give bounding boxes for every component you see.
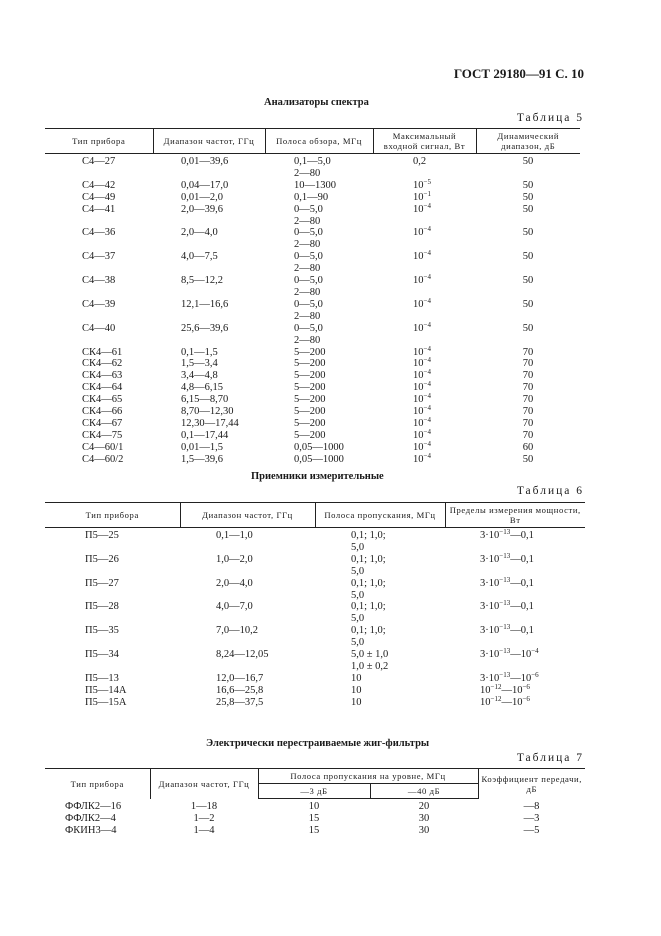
- table5-cell: $10^{-4}$: [413, 380, 431, 394]
- table5-cell: СК4—67: [82, 417, 123, 429]
- table6-body: [45, 528, 585, 709]
- table5-row: [45, 430, 580, 442]
- table5-cell: $10^{-5}$: [413, 177, 431, 191]
- table6-cell: 5,0 ± 1,0: [351, 649, 389, 661]
- table5-cell: 0,01—39,6: [181, 156, 229, 167]
- table6-cell: П5—13: [85, 672, 119, 684]
- table6-cell: [445, 661, 585, 673]
- table5-cell: 5—200: [294, 417, 326, 429]
- table5-cell: 0—5,0: [294, 203, 323, 215]
- table5-cell: СК4—66: [82, 406, 123, 418]
- t6-h-limits: Пределы измерения мощности, Вт: [445, 503, 585, 528]
- table5-cell: 0,01—2,0: [181, 191, 223, 203]
- table6-title: Приемники измерительные: [251, 471, 384, 482]
- table5-cell: 2—80: [294, 310, 321, 322]
- table5-cell: 2,0—4,0: [181, 227, 218, 239]
- table5-cell: $10^{-4}$: [413, 439, 431, 453]
- table7-cell: —3: [523, 813, 540, 824]
- table6-cell: $3\cdot 10^{-13}—0,1$: [480, 623, 534, 637]
- table7-cell: —5: [523, 825, 540, 836]
- table6-cell: $10^{-12}—10^{-6}$: [480, 682, 530, 696]
- table6-cell: [445, 566, 585, 578]
- table6-cell: [45, 590, 180, 602]
- table6-row: [45, 554, 585, 566]
- table6-cell: 5,0: [351, 589, 365, 601]
- table5-row: [45, 358, 580, 370]
- table5-cell: СК4—61: [82, 346, 123, 358]
- table6-cell: 10: [351, 696, 362, 708]
- table5-cell: 70: [522, 358, 534, 370]
- table5-cell: [476, 168, 580, 180]
- table5-cell: 6,15—8,70: [181, 394, 229, 406]
- table6-cell: $3\cdot 10^{-13}—0,1$: [480, 599, 534, 613]
- t6-h-range: Диапазон частот, ГГц: [180, 503, 315, 528]
- table5-cell: $10^{-4}$: [413, 320, 431, 334]
- table6-cell: 0,1; 1,0;: [351, 625, 386, 637]
- table5-row: [45, 454, 580, 466]
- table6-cell: [180, 613, 315, 625]
- table5-cell: 2,0—39,6: [181, 203, 223, 215]
- table5-cell: 5—200: [294, 370, 326, 382]
- table5-row: [45, 347, 580, 359]
- table5-row: [45, 323, 580, 335]
- table7-cell: ФКИН3—4: [65, 825, 117, 836]
- table5-cell: 50: [522, 251, 534, 263]
- table6-cell: [45, 661, 180, 673]
- table5-cell: СК4—65: [82, 394, 123, 406]
- table7-row: [45, 799, 585, 814]
- t7-h-coef: Коэффициент передачи, дБ: [478, 769, 585, 799]
- table7-cell: 30: [418, 825, 430, 836]
- table5-cell: 50: [522, 275, 534, 287]
- table5-cell: 2—80: [294, 263, 321, 275]
- table5-cell: 70: [522, 406, 534, 418]
- table5-cell: С4—40: [82, 322, 116, 334]
- table5-cell: $10^{-4}$: [413, 273, 431, 287]
- table5-cell: 0—5,0: [294, 251, 323, 263]
- table6-cell: [180, 637, 315, 649]
- table6-cell: [445, 637, 585, 649]
- t5-h-range: Диапазон частот, ГГц: [153, 129, 265, 154]
- table5-cell: 0,04—17,0: [181, 179, 229, 191]
- table5-cell: 0—5,0: [294, 298, 323, 310]
- table6-row: [45, 625, 585, 637]
- table5-cell: 0—5,0: [294, 275, 323, 287]
- table5-cell: 2—80: [294, 167, 321, 179]
- table6-cell: $3\cdot 10^{-13}—10^{-6}$: [480, 670, 539, 684]
- table5-cell: [476, 287, 580, 299]
- table5-cell: [45, 168, 153, 180]
- table6-cell: П5—26: [85, 553, 119, 565]
- table6-row: [45, 697, 585, 709]
- table6-cell: 16,6—25,8: [216, 684, 264, 696]
- table5-cell: 1,5—39,6: [181, 453, 223, 465]
- table5-cell: 50: [522, 203, 534, 215]
- table5-cell: $10^{-4}$: [413, 225, 431, 239]
- table6-cell: 5,0: [351, 637, 365, 649]
- table5-cell: 0—5,0: [294, 227, 323, 239]
- table5-cell: СК4—64: [82, 382, 123, 394]
- table5-cell: $10^{-1}$: [413, 189, 431, 203]
- table5-cell: 70: [522, 370, 534, 382]
- table5-row: [45, 216, 580, 228]
- t7-h-range: Диапазон частот, ГГц: [150, 769, 258, 799]
- table5-cell: 2—80: [294, 286, 321, 298]
- table6-cell: [180, 661, 315, 673]
- table6-cell: [180, 542, 315, 554]
- table6-cell: 0,1; 1,0;: [351, 553, 386, 565]
- table6-cell: $3\cdot 10^{-13}—0,1$: [480, 551, 534, 565]
- table6-cell: 1,0 ± 0,2: [351, 660, 389, 672]
- table5-cell: [153, 287, 265, 299]
- table5-cell: [153, 335, 265, 347]
- table7-cell: 10: [308, 801, 320, 812]
- table5-cell: [153, 216, 265, 228]
- table5-cell: 8,70—12,30: [181, 406, 234, 418]
- table6-cell: П5—25: [85, 530, 119, 541]
- table6-cell: [445, 613, 585, 625]
- table5-cell: 5—200: [294, 394, 326, 406]
- table5-cell: [45, 263, 153, 275]
- table6-cell: 7,0—10,2: [216, 625, 258, 637]
- t6-h-type: Тип прибора: [45, 503, 180, 528]
- table5-cell: [153, 239, 265, 251]
- table6-cell: П5—14А: [85, 684, 127, 696]
- table6-cell: 0,1; 1,0;: [351, 530, 386, 541]
- table6-row: [45, 685, 585, 697]
- table5-cell: 0,05—1000: [294, 441, 344, 453]
- table7-cell: 15: [308, 813, 320, 824]
- table5-cell: 0,1—90: [294, 191, 329, 203]
- table6-cell: 5,0: [351, 565, 365, 577]
- table5-row: [45, 204, 580, 216]
- table5-row: [45, 442, 580, 454]
- table5-cell: 0,01—1,5: [181, 441, 223, 453]
- table6-cell: [45, 637, 180, 649]
- table5-cell: 0,1—1,5: [181, 346, 218, 358]
- table5: [45, 128, 580, 466]
- table6-cell: $3\cdot 10^{-13}—0,1$: [480, 575, 534, 589]
- table5-label: Таблица 5: [516, 112, 584, 124]
- table5-cell: 2—80: [294, 334, 321, 346]
- table7: [45, 768, 585, 837]
- table7-row: [45, 813, 585, 825]
- table5-cell: 50: [522, 227, 534, 239]
- table7-cell: ФФЛК2—4: [65, 813, 116, 824]
- table5-cell: 50: [522, 156, 534, 167]
- table6-cell: 4,0—7,0: [216, 601, 253, 613]
- table5-cell: 0,2: [413, 156, 427, 167]
- table5-row: [45, 418, 580, 430]
- table7-cell: 1—4: [193, 825, 215, 836]
- table6-row: [45, 649, 585, 661]
- table5-row: [45, 263, 580, 275]
- table5-cell: 25,6—39,6: [181, 322, 229, 334]
- table5-row: [45, 239, 580, 251]
- table6-cell: [45, 542, 180, 554]
- table5-row: [45, 192, 580, 204]
- table5-title: Анализаторы спектра: [264, 97, 369, 108]
- table6-row: [45, 578, 585, 590]
- table5-cell: С4—60/2: [82, 453, 124, 465]
- table5-cell: 70: [522, 429, 534, 441]
- t5-h-span: Полоса обзора, МГц: [265, 129, 373, 154]
- table5-cell: $10^{-4}$: [413, 427, 431, 441]
- table5-cell: С4—49: [82, 191, 116, 203]
- table7-label: Таблица 7: [516, 752, 584, 764]
- table5-cell: [476, 216, 580, 228]
- table5-row: [45, 406, 580, 418]
- table6-cell: П5—35: [85, 625, 119, 637]
- table5-cell: 5—200: [294, 382, 326, 394]
- table5-cell: 70: [522, 394, 534, 406]
- table6-cell: 0,1; 1,0;: [351, 601, 386, 613]
- table5-cell: 5—200: [294, 429, 326, 441]
- table5-cell: 50: [522, 191, 534, 203]
- table5-cell: 50: [522, 322, 534, 334]
- table5-body: [45, 154, 580, 466]
- table6-cell: 25,8—37,5: [216, 696, 264, 708]
- table5-cell: 2—80: [294, 239, 321, 251]
- table6-cell: 0,1—1,0: [216, 530, 253, 541]
- table5-cell: [45, 335, 153, 347]
- table5-cell: $10^{-4}$: [413, 451, 431, 465]
- table6-cell: 0,1; 1,0;: [351, 577, 386, 589]
- table5-cell: $10^{-4}$: [413, 296, 431, 310]
- table5-cell: $10^{-4}$: [413, 249, 431, 263]
- table5-cell: [476, 239, 580, 251]
- t5-h-dyn: Динамический диапазон, дБ: [476, 129, 580, 154]
- table6-row: [45, 601, 585, 613]
- t7-h-type: Тип прибора: [45, 769, 150, 799]
- table5-cell: 12,1—16,6: [181, 298, 229, 310]
- table6-cell: П5—15А: [85, 696, 127, 708]
- table6-cell: 5,0: [351, 613, 365, 625]
- table6-cell: 12,0—16,7: [216, 672, 264, 684]
- table7-title: Электрически перестраиваемые жиг-фильтры: [206, 738, 430, 749]
- table5-row: [45, 311, 580, 323]
- table5-cell: $10^{-4}$: [413, 356, 431, 370]
- table6-cell: [180, 566, 315, 578]
- table7-cell: 1—18: [190, 800, 218, 812]
- table5-row: [45, 251, 580, 263]
- table5-row: [45, 154, 580, 168]
- table7-row: [45, 825, 585, 837]
- table5-cell: С4—27: [82, 156, 116, 167]
- table5-cell: [476, 311, 580, 323]
- table5-cell: [45, 311, 153, 323]
- table6-row: [45, 528, 585, 542]
- table5-cell: [153, 311, 265, 323]
- table5-cell: 4,8—6,15: [181, 382, 223, 394]
- table7-cell: 20: [418, 801, 430, 812]
- table7-body: [45, 799, 585, 838]
- table5-cell: С4—37: [82, 251, 116, 263]
- table5-cell: С4—36: [82, 227, 116, 239]
- table5-cell: 0,05—1000: [294, 453, 344, 465]
- table5-cell: СК4—63: [82, 370, 123, 382]
- table6-cell: П5—28: [85, 601, 119, 613]
- table6-cell: П5—34: [85, 649, 119, 661]
- table5-cell: [45, 216, 153, 228]
- table6-row: [45, 673, 585, 685]
- table5-cell: С4—39: [82, 298, 116, 310]
- table5-cell: СК4—75: [82, 429, 123, 441]
- t6-h-band: Полоса пропускания, МГц: [315, 503, 445, 528]
- table5-cell: 0,1—5,0: [294, 156, 331, 167]
- table5-row: [45, 299, 580, 311]
- table5-row: [45, 370, 580, 382]
- table6-cell: [445, 542, 585, 554]
- table6-cell: 2,0—4,0: [216, 577, 253, 589]
- table5-cell: $10^{-4}$: [413, 201, 431, 215]
- table5-row: [45, 168, 580, 180]
- table5-cell: [476, 263, 580, 275]
- table6-cell: $3\cdot 10^{-13}—0,1$: [480, 528, 534, 541]
- table5-cell: [153, 263, 265, 275]
- table6-cell: П5—27: [85, 577, 119, 589]
- table6-cell: 10: [351, 684, 362, 696]
- table5-cell: С4—60/1: [82, 441, 124, 453]
- table5-row: [45, 227, 580, 239]
- page-header: ГОСТ 29180—91 С. 10: [453, 66, 584, 81]
- table5-cell: 70: [522, 346, 534, 358]
- table5-cell: $10^{-4}$: [413, 404, 431, 418]
- table5-cell: 50: [522, 453, 534, 465]
- table5-cell: 3,4—4,8: [181, 370, 218, 382]
- t7-h-40db: —40 дБ: [370, 784, 478, 799]
- table5-cell: 5—200: [294, 358, 326, 370]
- table5-cell: СК4—62: [82, 358, 123, 370]
- table5-cell: $10^{-4}$: [413, 344, 431, 358]
- table5-cell: $10^{-4}$: [413, 392, 431, 406]
- table5-cell: 8,5—12,2: [181, 275, 223, 287]
- table5-cell: 50: [522, 298, 534, 310]
- t5-h-max: Максимальный входной сигнал, Вт: [373, 129, 476, 154]
- table5-cell: 4,0—7,5: [181, 251, 218, 263]
- table7-cell: ФФЛК2—16: [65, 800, 122, 812]
- table5-cell: $10^{-4}$: [413, 415, 431, 429]
- table6-cell: $3\cdot 10^{-13}—10^{-4}$: [480, 647, 539, 661]
- table5-cell: [45, 239, 153, 251]
- table5-cell: $10^{-4}$: [413, 368, 431, 382]
- table5-cell: 70: [522, 382, 534, 394]
- table5-cell: 5—200: [294, 346, 326, 358]
- table5-cell: 70: [522, 417, 534, 429]
- table5-cell: 0,1—17,44: [181, 429, 229, 441]
- table7-cell: 15: [308, 825, 320, 836]
- table5-cell: 10—1300: [294, 179, 336, 191]
- table6-cell: 1,0—2,0: [216, 553, 253, 565]
- table5-cell: [476, 335, 580, 347]
- table6-cell: [180, 590, 315, 602]
- table6-cell: [45, 566, 180, 578]
- table7-cell: 1—2: [193, 813, 215, 824]
- table6-cell: [45, 613, 180, 625]
- table5-row: [45, 394, 580, 406]
- table5-cell: С4—38: [82, 275, 116, 287]
- table5-cell: 50: [522, 179, 534, 191]
- table5-cell: 5—200: [294, 406, 326, 418]
- table6-cell: [445, 590, 585, 602]
- t7-h-band: Полоса пропускания на уровне, МГц: [258, 769, 478, 784]
- table5-row: [45, 275, 580, 287]
- table6-cell: 8,24—12,05: [216, 649, 269, 661]
- t5-h-type: Тип прибора: [45, 129, 153, 154]
- t7-h-3db: —3 дБ: [258, 784, 370, 799]
- table6-cell: 5,0: [351, 541, 365, 553]
- table5-cell: 1,5—3,4: [181, 358, 218, 370]
- table5-row: [45, 382, 580, 394]
- table6-label: Таблица 6: [516, 485, 584, 497]
- table5-cell: [153, 168, 265, 180]
- table5-cell: 0—5,0: [294, 322, 323, 334]
- table5-cell: С4—41: [82, 203, 116, 215]
- table6-cell: $10^{-12}—10^{-6}$: [480, 694, 530, 708]
- table5-cell: 2—80: [294, 215, 321, 227]
- table5-cell: 60: [522, 441, 534, 453]
- table5-row: [45, 180, 580, 192]
- table6: [45, 502, 585, 709]
- table6-cell: 10: [351, 672, 362, 684]
- table7-cell: 30: [418, 813, 430, 824]
- table5-cell: С4—42: [82, 179, 116, 191]
- table5-cell: 12,30—17,44: [181, 417, 239, 429]
- table7-cell: —8: [523, 800, 540, 812]
- table5-row: [45, 287, 580, 299]
- table5-row: [45, 335, 580, 347]
- table5-cell: [45, 287, 153, 299]
